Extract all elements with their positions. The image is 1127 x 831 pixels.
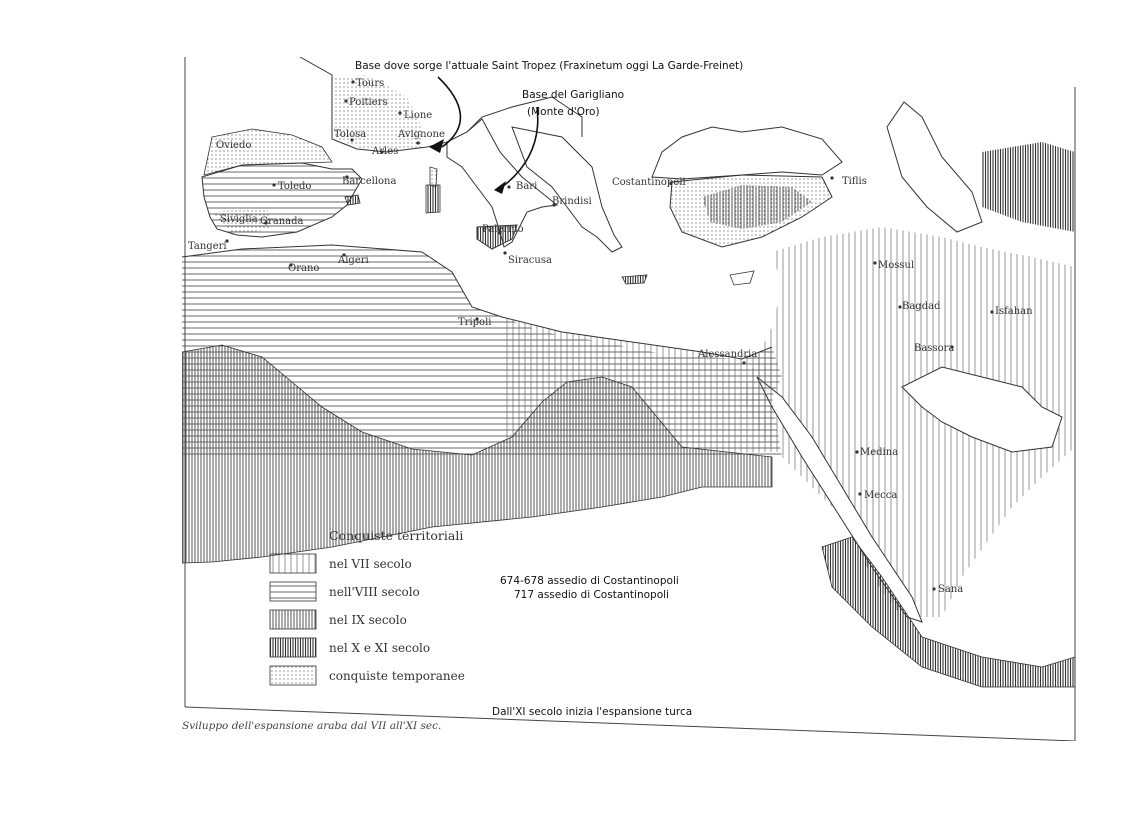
legend-label-vii: nel VII secolo	[329, 557, 412, 571]
city-tours: Tours	[356, 78, 385, 89]
legend-title: Conquiste territoriali	[329, 528, 464, 543]
city-mecca: Mecca	[864, 490, 898, 501]
legend-label-ix: nel IX secolo	[329, 613, 407, 627]
arrow-saint-tropez-head	[429, 139, 444, 153]
island-corsica	[430, 167, 437, 187]
sea-black	[652, 127, 842, 179]
city-mossul: Mossul	[878, 260, 915, 271]
legend-label-viii: nell'VIII secolo	[329, 585, 420, 599]
annotation-garigliano-2: (Monte d'Oro)	[527, 106, 600, 118]
city-brindisi: Brindisi	[552, 196, 592, 207]
island-sardinia	[426, 185, 440, 213]
legend-label-temporary: conquiste temporanee	[329, 669, 465, 683]
map-frame	[182, 57, 1078, 741]
island-cyprus	[730, 271, 754, 285]
city-bari: Bari	[516, 181, 538, 192]
legend-swatch-viii	[270, 582, 316, 601]
island-baleares	[345, 195, 360, 205]
city-oviedo: Oviedo	[216, 140, 252, 151]
map-svg	[182, 57, 1078, 741]
legend-swatch-x-xi	[270, 638, 316, 657]
city-toledo: Toledo	[278, 181, 312, 192]
region-central-asia	[982, 142, 1075, 232]
legend-swatch-vii	[270, 554, 316, 573]
city-medina: Medina	[860, 447, 899, 458]
city-granada: Granada	[260, 216, 304, 227]
legend-label-x-xi: nel X e XI secolo	[329, 641, 431, 655]
city-arles: Arles	[372, 146, 399, 157]
annotation-turkish: Dall'XI secolo inizia l'espansione turca	[492, 706, 693, 718]
city-palermo: Palermo	[482, 224, 524, 235]
city-bassora: Bassora	[914, 343, 955, 354]
city-sana: Sana	[938, 584, 964, 595]
city-orano: Orano	[288, 263, 320, 274]
city-costantinopoli: Costantinopoli	[612, 177, 686, 188]
city-siracusa: Siracusa	[508, 255, 552, 266]
city-tangeri: Tangeri	[188, 241, 227, 252]
city-tolosa: Tolosa	[334, 129, 367, 140]
map-caption: Sviluppo dell'espansione araba dal VII all'XI sec.	[182, 720, 442, 732]
city-algeri: Algeri	[338, 255, 369, 266]
city-bagdad: Bagdad	[902, 301, 941, 312]
city-tiflis: Tiflis	[842, 176, 867, 187]
city-barcellona: Barcellona	[342, 176, 397, 187]
annotation-siege-2: 717 assedio di Costantinopoli	[514, 589, 669, 601]
city-poitiers: Poitiers	[349, 97, 388, 108]
legend-swatch-ix	[270, 610, 316, 629]
annotation-garigliano-1: Base del Garigliano	[522, 89, 625, 101]
city-siviglia: Siviglia	[220, 214, 258, 225]
city-avignone: Avignone	[398, 129, 445, 140]
city-tripoli: Tripoli	[458, 317, 492, 328]
annotation-siege-1: 674-678 assedio di Costantinopoli	[500, 575, 679, 587]
city-lione: Lione	[404, 110, 433, 121]
city-isfahan: Isfahan	[995, 306, 1033, 317]
city-alessandria: Alessandria	[698, 349, 758, 360]
legend-swatch-temporary	[270, 666, 316, 685]
island-crete	[622, 275, 647, 284]
annotation-saint-tropez: Base dove sorge l'attuale Saint Tropez (Fraxinetum oggi La Garde-Freinet)	[355, 60, 744, 72]
sea-caspian	[887, 102, 982, 232]
